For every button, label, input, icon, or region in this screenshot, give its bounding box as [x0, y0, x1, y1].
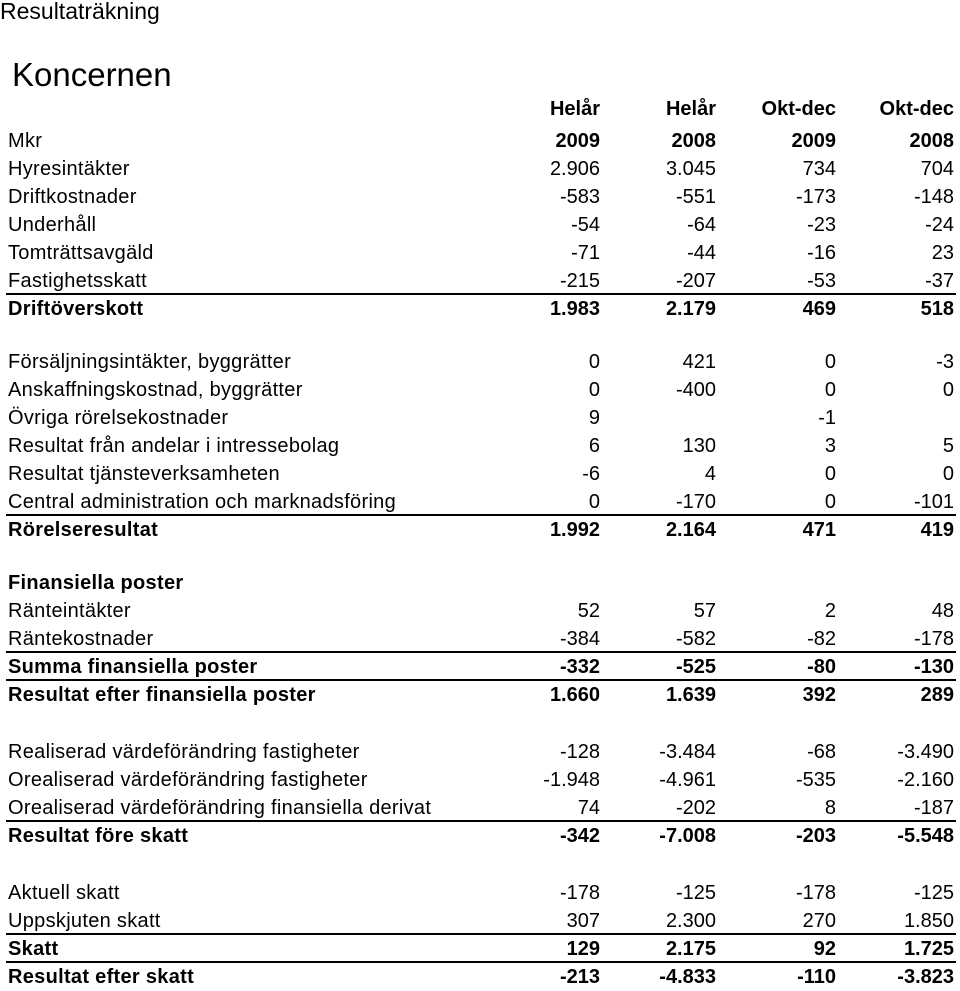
row-label: Realiserad värdeförändring fastigheter	[8, 741, 360, 763]
cell-value: -7.008	[659, 825, 716, 847]
row-label: Resultat från andelar i intressebolag	[8, 435, 340, 457]
cell-value: -6	[582, 463, 600, 485]
column-header-row	[0, 98, 960, 128]
column-header-2: Helår	[665, 98, 716, 120]
cell-value: 0	[824, 463, 836, 485]
cell-value: 704	[920, 158, 954, 180]
table-row	[0, 935, 960, 963]
table-row	[0, 794, 960, 822]
table-row	[0, 239, 960, 267]
cell-value: 3	[824, 435, 836, 457]
cell-value: -3	[936, 351, 954, 373]
cell-value: 2	[824, 600, 836, 622]
cell-value: 0	[942, 463, 954, 485]
cell-value: -101	[913, 491, 954, 513]
cell-value: 1.850	[903, 910, 954, 932]
table-row	[0, 907, 960, 935]
cell-value: 6	[588, 435, 600, 457]
cell-value: 419	[920, 519, 954, 541]
cell-value: 2.906	[549, 158, 600, 180]
cell-value: 0	[824, 351, 836, 373]
cell-value: -3.490	[897, 741, 954, 763]
cell-value: 1.725	[903, 938, 954, 960]
cell-value: 0	[588, 491, 600, 513]
cell-value: -44	[687, 242, 716, 264]
cell-value: 2008	[909, 130, 954, 152]
cell-value: -3.484	[659, 741, 716, 763]
cell-value: -37	[925, 270, 954, 292]
cell-value: -130	[913, 656, 954, 678]
cell-value: 2009	[791, 130, 836, 152]
cell-value: -128	[559, 741, 600, 763]
row-label: Fastighetsskatt	[8, 270, 148, 292]
row-label: Försäljningsintäkter, byggrätter	[8, 351, 292, 373]
cell-value: -187	[913, 797, 954, 819]
cell-value: -4.833	[659, 966, 716, 988]
cell-value: 0	[588, 351, 600, 373]
cell-value: 48	[931, 600, 954, 622]
cell-value: 2.179	[665, 298, 716, 320]
cell-value: -125	[675, 882, 716, 904]
row-label: Resultat efter finansiella poster	[8, 684, 316, 706]
cell-value: 1.660	[549, 684, 600, 706]
row-label: Rörelseresultat	[8, 519, 159, 541]
cell-value: -178	[559, 882, 600, 904]
table-row	[0, 963, 960, 991]
cell-value: -53	[807, 270, 836, 292]
table-row	[0, 348, 960, 376]
cell-value: 0	[824, 491, 836, 513]
cell-value: -68	[807, 741, 836, 763]
cell-value: -173	[795, 186, 836, 208]
cell-value: -170	[675, 491, 716, 513]
cell-value: 270	[802, 910, 836, 932]
row-label: Finansiella poster	[8, 572, 184, 594]
row-label: Övriga rörelsekostnader	[8, 407, 229, 429]
row-label: Skatt	[8, 938, 59, 960]
cell-value: 471	[802, 519, 836, 541]
row-label: Orealiserad värdeförändring fastigheter	[8, 769, 368, 791]
cell-value: 734	[802, 158, 836, 180]
cell-value: -2.160	[897, 769, 954, 791]
cell-value: 0	[588, 379, 600, 401]
cell-value: 4	[704, 463, 716, 485]
table-row	[0, 681, 960, 709]
row-label: Tomträttsavgäld	[8, 242, 154, 264]
section-title: Koncernen	[12, 56, 172, 93]
cell-value: -80	[807, 656, 836, 678]
cell-value: -215	[559, 270, 600, 292]
cell-value: -384	[559, 628, 600, 650]
row-label: Underhåll	[8, 214, 97, 236]
cell-value: 92	[813, 938, 836, 960]
cell-value: -551	[675, 186, 716, 208]
cell-value: -525	[675, 656, 716, 678]
cell-value: 518	[920, 298, 954, 320]
row-label: Anskaffningskostnad, byggrätter	[8, 379, 303, 401]
table-row	[0, 625, 960, 653]
page-title: Resultaträkning	[0, 0, 160, 24]
row-label: Ränteintäkter	[8, 600, 131, 622]
cell-value: 1.992	[549, 519, 600, 541]
cell-value: 3.045	[665, 158, 716, 180]
cell-value: 469	[802, 298, 836, 320]
cell-value: 74	[577, 797, 600, 819]
row-label: Resultat efter skatt	[8, 966, 195, 988]
cell-value: 1.639	[665, 684, 716, 706]
cell-value: 421	[682, 351, 716, 373]
cell-value: 130	[682, 435, 716, 457]
column-header-4: Okt-dec	[879, 98, 954, 120]
row-label: Aktuell skatt	[8, 882, 120, 904]
table-row	[0, 879, 960, 907]
row-label: Uppskjuten skatt	[8, 910, 161, 932]
row-label: Hyresintäkter	[8, 158, 130, 180]
cell-value: 9	[588, 407, 600, 429]
cell-value: -125	[913, 882, 954, 904]
cell-value: 2.175	[665, 938, 716, 960]
column-header-1: Helår	[549, 98, 600, 120]
cell-value: 1.983	[549, 298, 600, 320]
cell-value: -148	[913, 186, 954, 208]
cell-value: -203	[795, 825, 836, 847]
row-label: Resultat före skatt	[8, 825, 189, 847]
table-row	[0, 183, 960, 211]
table-row	[0, 404, 960, 432]
row-label: Orealiserad värdeförändring finansiella derivat	[8, 797, 432, 819]
row-label: Summa finansiella poster	[8, 656, 258, 678]
table-row	[0, 295, 960, 323]
row-label: Mkr	[8, 130, 43, 152]
cell-value: 23	[931, 242, 954, 264]
table-row	[0, 488, 960, 516]
table-row	[0, 376, 960, 404]
cell-value: -582	[675, 628, 716, 650]
table-row	[0, 155, 960, 183]
cell-value: 8	[824, 797, 836, 819]
table-row	[0, 822, 960, 850]
row-label: Driftkostnader	[8, 186, 137, 208]
cell-value: 2008	[671, 130, 716, 152]
cell-value: -54	[571, 214, 600, 236]
cell-value: -342	[559, 825, 600, 847]
cell-value: -82	[807, 628, 836, 650]
cell-value: -213	[559, 966, 600, 988]
cell-value: -24	[925, 214, 954, 236]
cell-value: -1.948	[543, 769, 600, 791]
row-label: Räntekostnader	[8, 628, 154, 650]
cell-value: -207	[675, 270, 716, 292]
cell-value: -71	[571, 242, 600, 264]
table-row	[0, 569, 960, 597]
cell-value: 57	[693, 600, 716, 622]
table-row	[0, 267, 960, 295]
cell-value: -23	[807, 214, 836, 236]
cell-value: 2009	[555, 130, 600, 152]
cell-value: 0	[942, 379, 954, 401]
cell-value: -400	[675, 379, 716, 401]
column-header-3: Okt-dec	[761, 98, 836, 120]
cell-value: 392	[802, 684, 836, 706]
cell-value: -178	[913, 628, 954, 650]
cell-value: -178	[795, 882, 836, 904]
row-label: Central administration och marknadsföring	[8, 491, 397, 513]
row-label: Driftöverskott	[8, 298, 144, 320]
table-row	[0, 460, 960, 488]
table-row	[0, 653, 960, 681]
table-row	[0, 432, 960, 460]
cell-value: -4.961	[659, 769, 716, 791]
cell-value: -16	[807, 242, 836, 264]
table-row	[0, 738, 960, 766]
cell-value: -583	[559, 186, 600, 208]
cell-value: -3.823	[897, 966, 954, 988]
cell-value: -110	[797, 966, 836, 988]
table-row	[0, 597, 960, 625]
table-row	[0, 211, 960, 239]
cell-value: 0	[824, 379, 836, 401]
cell-value: -202	[675, 797, 716, 819]
table-row	[0, 516, 960, 544]
cell-value: -332	[559, 656, 600, 678]
cell-value: -535	[795, 769, 836, 791]
table-row	[0, 766, 960, 794]
cell-value: -64	[687, 214, 716, 236]
cell-value: 52	[577, 600, 600, 622]
cell-value: 289	[920, 684, 954, 706]
cell-value: 2.300	[665, 910, 716, 932]
cell-value: 5	[942, 435, 954, 457]
table-row	[0, 127, 960, 155]
cell-value: 2.164	[665, 519, 716, 541]
cell-value: -1	[818, 407, 836, 429]
cell-value: 307	[566, 910, 600, 932]
cell-value: -5.548	[897, 825, 954, 847]
row-label: Resultat tjänsteverksamheten	[8, 463, 280, 485]
cell-value: 129	[566, 938, 600, 960]
